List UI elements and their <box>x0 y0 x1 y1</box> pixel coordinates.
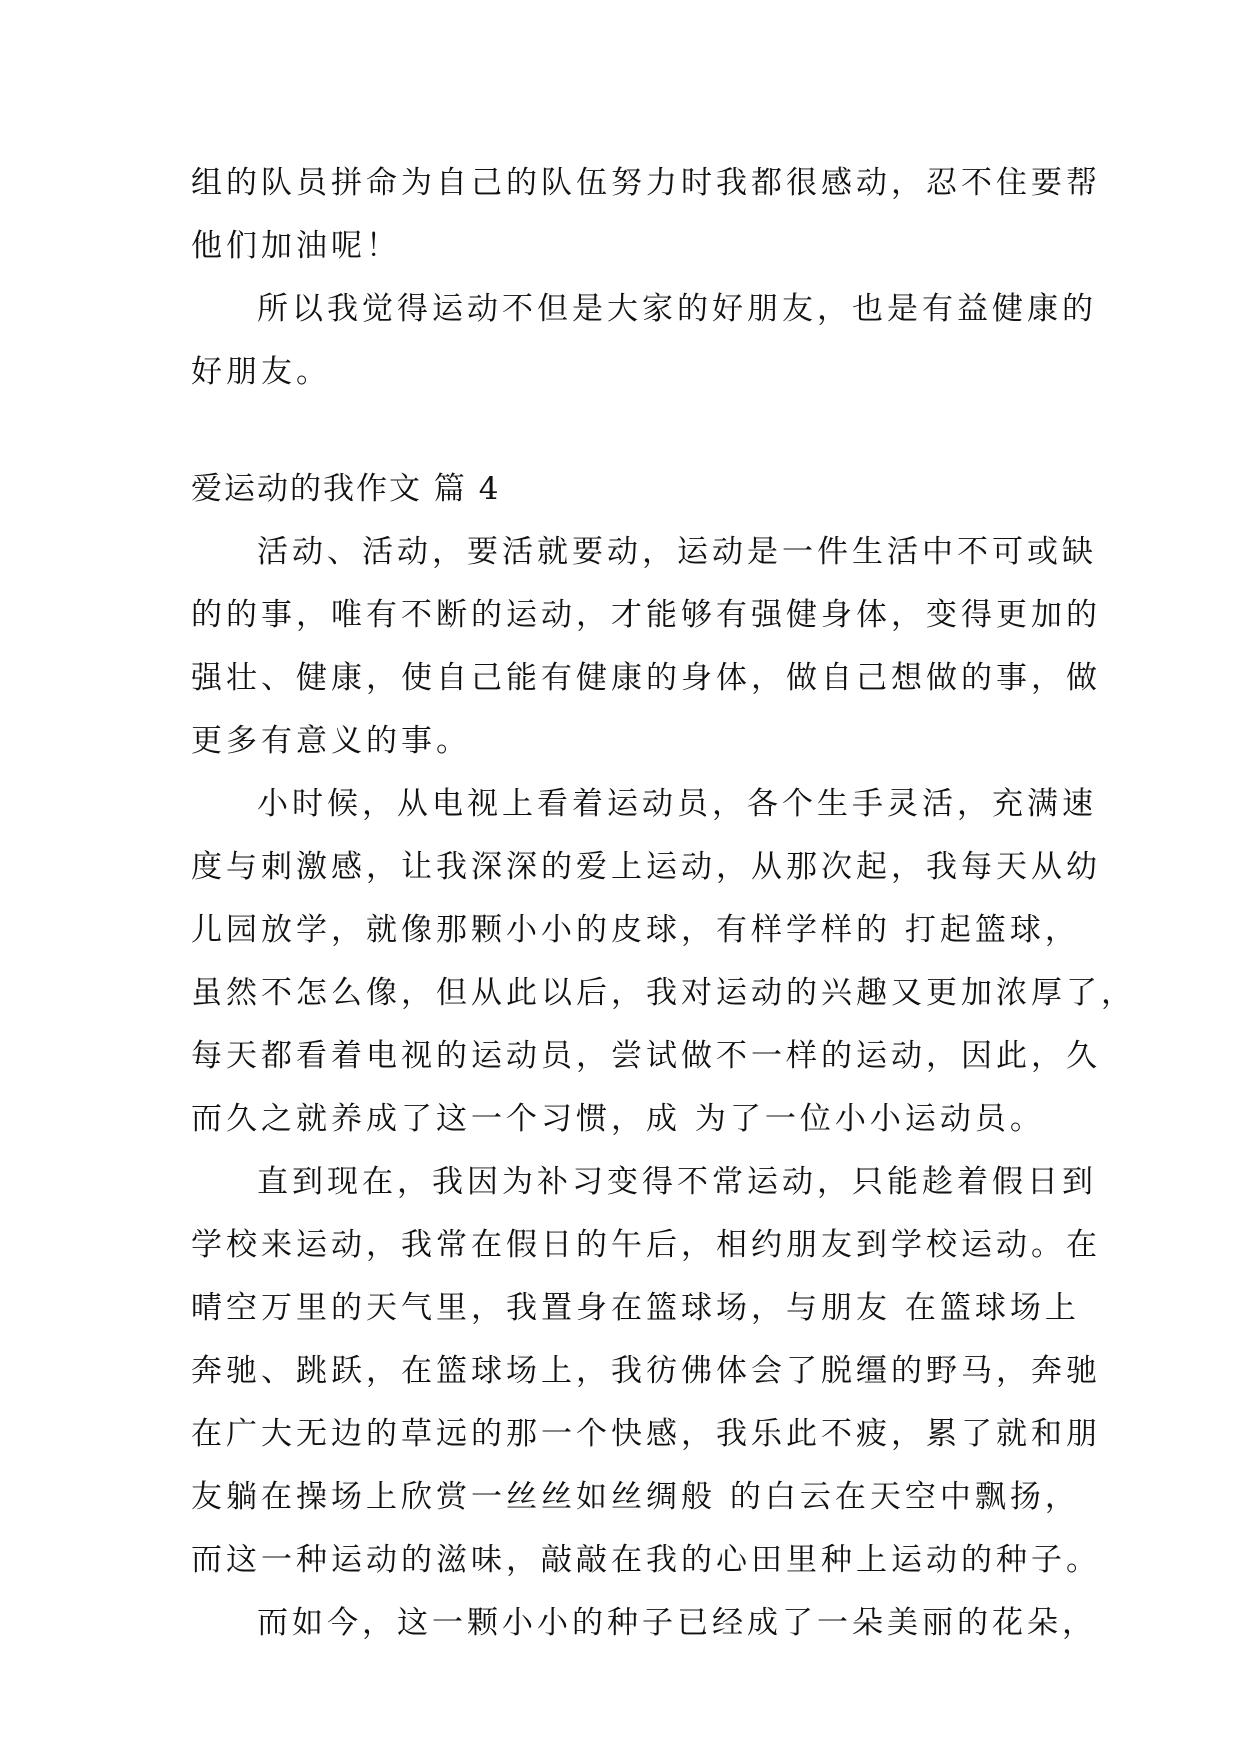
text-line: 而如今，这一颗小小的种子已经成了一朵美丽的花朵， <box>257 1605 1097 1641</box>
text-line: 度与刺激感，让我深深的爱上运动，从那次起，我每天从幼 <box>191 849 1101 885</box>
text-line: 晴空万里的天气里，我置身在篮球场，与朋友 在篮球场上 <box>191 1290 1080 1326</box>
text-line: 友躺在操场上欣赏一丝丝如丝绸般 的白云在天空中飘扬， <box>191 1479 1080 1515</box>
text-line: 而久之就养成了这一个习惯，成 为了一位小小运动员。 <box>191 1101 1045 1137</box>
text-line: 他们加油呢！ <box>191 228 401 264</box>
document-body <box>191 152 1136 1655</box>
text-line: 所以我觉得运动不但是大家的好朋友，也是有益健康的 <box>257 291 1097 327</box>
text-line: 而这一种运动的滋味，敲敲在我的心田里种上运动的种子。 <box>191 1542 1101 1578</box>
text-line: 儿园放学，就像那颗小小的皮球，有样学样的 打起篮球， <box>191 912 1080 948</box>
text-line: 强壮、健康，使自己能有健康的身体，做自己想做的事，做 <box>191 660 1101 696</box>
text-line: 组的队员拼命为自己的队伍努力时我都很感动，忍不住要帮 <box>191 165 1101 201</box>
text-line: 小时候，从电视上看着运动员，各个生手灵活，充满速 <box>257 786 1097 822</box>
text-line: 学校来运动，我常在假日的午后，相约朋友到学校运动。在 <box>191 1227 1101 1263</box>
text-line: 直到现在，我因为补习变得不常运动，只能趁着假日到 <box>257 1164 1097 1200</box>
text-line: 在广大无边的草远的那一个快感，我乐此不疲，累了就和朋 <box>191 1416 1101 1452</box>
section-title: 爱运动的我作文 篇 4 <box>191 471 501 507</box>
text-line: 虽然不怎么像，但从此以后，我对运动的兴趣又更加浓厚了， <box>191 975 1136 1011</box>
text-line: 更多有意义的事。 <box>191 723 471 759</box>
text-line: 活动、活动，要活就要动，运动是一件生活中不可或缺 <box>257 534 1097 570</box>
text-line: 的的事，唯有不断的运动，才能够有强健身体，变得更加的 <box>191 597 1101 633</box>
text-line: 好朋友。 <box>191 354 331 390</box>
text-line: 奔驰、跳跃，在篮球场上，我彷佛体会了脱缰的野马，奔驰 <box>191 1353 1101 1389</box>
section-spacer <box>191 404 1071 458</box>
text-line: 每天都看着电视的运动员，尝试做不一样的运动，因此，久 <box>191 1038 1101 1074</box>
